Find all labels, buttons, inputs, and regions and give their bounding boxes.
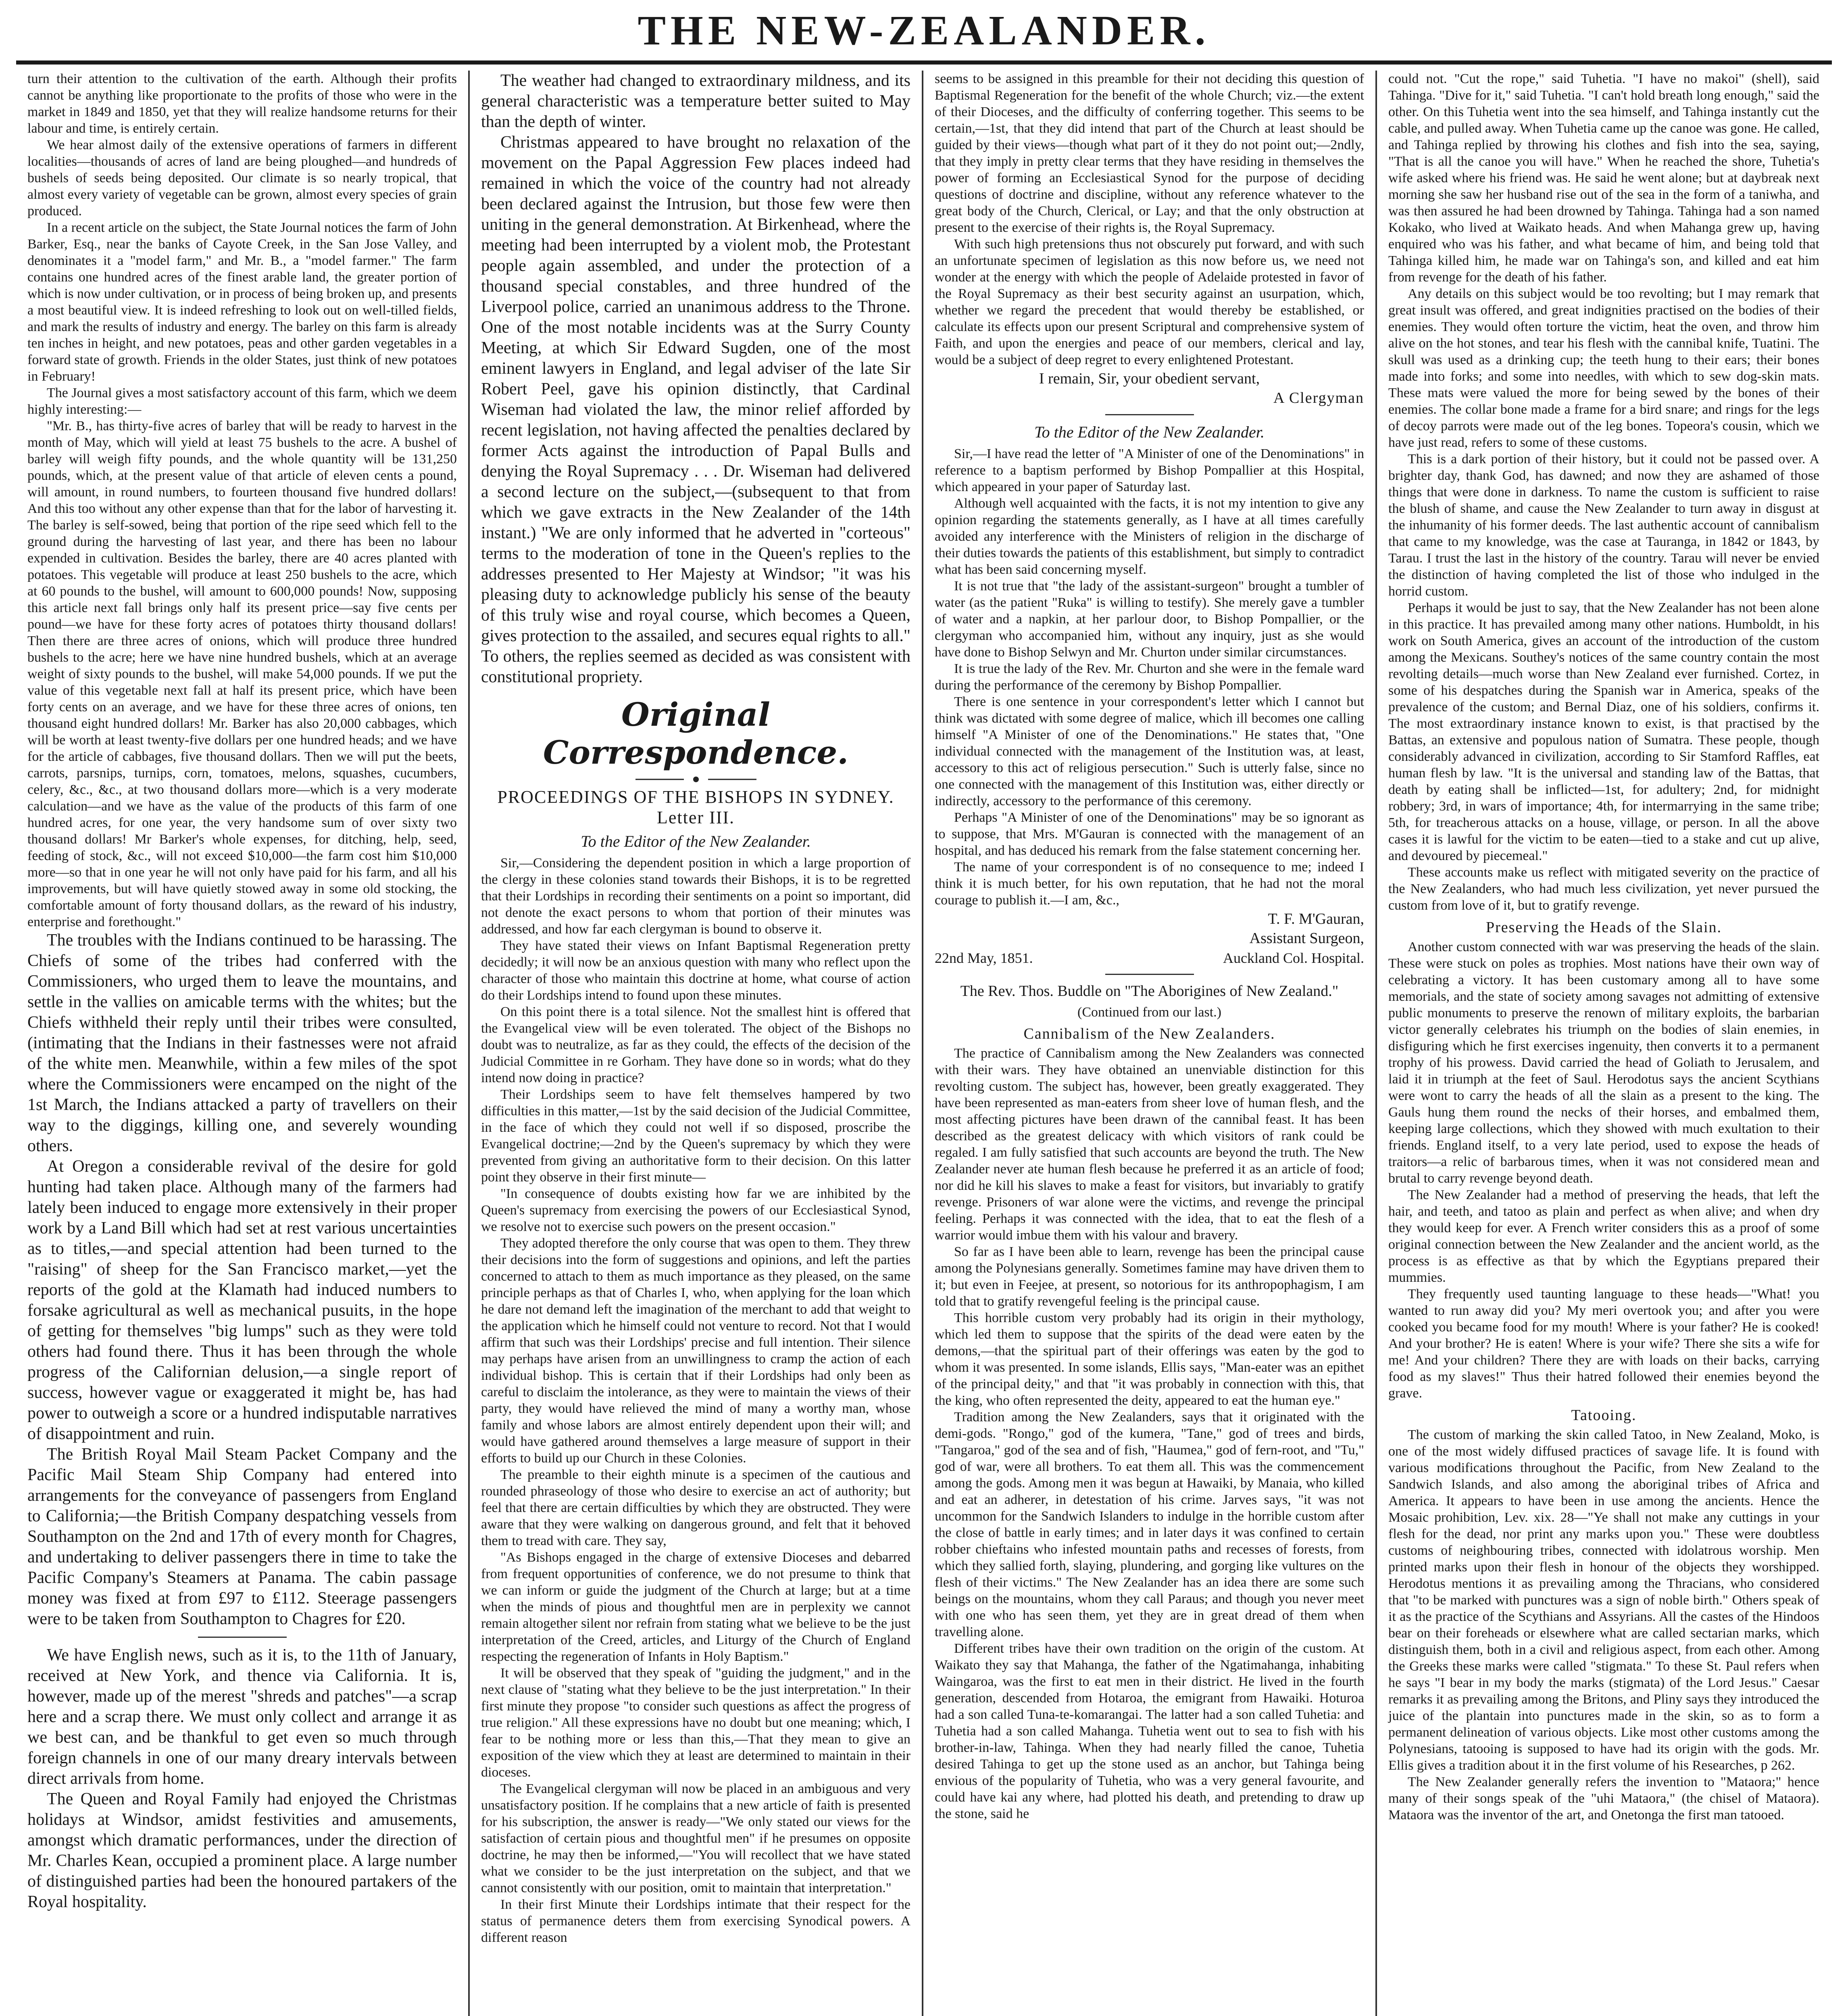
col1-paragraph: The British Royal Mail Steam Packet Company and the Pacific Mail Steam Ship Company had entered into arrangements for the conveyance of passengers from England to California;—the British Company despatching vessels from Southampton on the 2nd and 17th of every month for Chagres, and undertaking to deliver passengers there in time to take the Pacific Company's Steamers at Panama. The cabin passage money was fixed at from £97 to £112. Steerage passengers were to be taken from Southampton to Chagres for £20. xyxy=(27,1445,457,1628)
article-subheading: Cannibalism of the New Zealanders. xyxy=(1023,1025,1275,1042)
col1-paragraph: The troubles with the Indians continued to be harassing. The Chiefs of some of the tribes had conferred with the Commissioners, who urged them to leave the mountains, and settle in the vallies on amicable terms with the whites; but the Chiefs withheld their reply until their tribes were consulted, (intimating that the Indians in their fastnesses were not afraid of the white men. Meanwhile, within a few miles of the spot where the Commissioners were encamped on the night of the 1st March, the Indians attacked a party of travellers on their way to the diggings, killing one, and severely wounding others. xyxy=(27,931,457,1155)
article-title: The Rev. Thos. Buddle on "The Aborigines of New Zealand." xyxy=(960,983,1339,1000)
column-4 xyxy=(1377,71,1831,2016)
letter-paragraph: It is true the lady of the Rev. Mr. Churton and she were in the female ward during the performance of the ceremony by Bishop Pompallier. xyxy=(935,661,1364,693)
col3-paragraph: seems to be assigned in this preamble for their not deciding this question of Baptismal Regeneration for the benefit of the whole Church; viz.—the extent of their Dioceses, and the difficulty of conferring together. This seems to be certain,—1st, that they did intend that part of the Church at least should be guided by their views—though what part of it they do not point out;—2ndly, that they imply in pretty clear terms that they have residing in themselves the power of forming an Ecclesiastical Synod for the purpose of deciding questions of doctrine and discipline, without any reference whatever to the great body of the Church, Clerical, or Lay; and that the only obstruction at present to the exercise of their rights is, the Royal Supremacy. xyxy=(935,71,1364,235)
col2-paragraph: Christmas appeared to have brought no relaxation of the movement on the Papal Aggression Few places indeed had remained in which the voice of the country had not already been declared against the Intrusion, but those few were then uniting in the general demonstration. At Birkenhead, where the meeting had been interrupted by a violent mob, the Protestant people again assembled, and under the protection of a thousand special constables, and three hundred of the Liverpool police, carried an unanimous address to the Throne. One of the most notable incidents was at the Surry County Meeting, at which Sir Edward Sugden, one of the most eminent lawyers in England, and legal adviser of the late Sir Robert Peel, gave his opinion distinctly, that Cardinal Wiseman had violated the law, the minor relief afforded by recent legislation, not having affected the penalties declared by former Acts against the introduction of Papal Bulls and denying the Royal Supremacy . . . Dr. Wiseman had delivered a second lecture on the subject,—(subsequent to that from which we gave extracts in the New Zealander of the 14th instant.) "We are only informed that he adverted in "corteous" terms to the moderation of tone in the Queen's replies to the addresses presented to Her Majesty at Windsor; "it was his pleasing duty to acknowledge publicly his sense of the beauty of this truly wise and royal course, which becomes a Queen, gives protection to the assailed, and secures equal rights to all." To others, the replies seemed as decided as was consistent with constitutional propriety. xyxy=(481,133,910,686)
divider xyxy=(198,1637,287,1638)
col2-paragraph: The weather had changed to extraordinary mildness, and its general characteristic was a temperature better suited to May than the depth of winter. xyxy=(481,71,910,131)
col1-paragraph: turn their attention to the cultivation of the earth. Although their profits cannot be anything like proportionate to the profits of those who were in the market in 1849 and 1850, yet that they will realize handsome returns for their labour and time, is entirely certain. xyxy=(27,71,457,136)
divider xyxy=(1105,974,1194,975)
signature-title: Assistant Surgeon, xyxy=(1249,930,1364,947)
masthead-rule xyxy=(16,60,1832,65)
article-paragraph: This horrible custom very probably had its origin in their mythology, which led them to suppose that the spirits of the dead were eaten by the demons,—that the spiritual part of their offerings was eaten by the god to whom it was presented. In some islands, Ellis says, "Man-eater was an epithet of the principal deity," and that "it was probably in connection with this, that the king, who often represented the deity, appeared to eat the human eye." xyxy=(935,1310,1364,1408)
col1-paragraph: The Journal gives a most satisfactory account of this farm, which we deem highly interesting:— xyxy=(27,385,457,417)
col3-paragraph: With such high pretensions thus not obscurely put forward, and with such an unfortunate specimen of legislation as this now before us, we need not wonder at the energy with which the people of Adelaide protested in favor of the Royal Supremacy as their best security against an usurpation, which, whether we regard the precedent that would thereby be established, or calculate its effects upon our present Scriptural and comprehensive system of Faith, and upon the energies and peace of our members, clerical and lay, would be a subject of deep regret to every enlightened Protestant. xyxy=(935,237,1364,367)
col1-paragraph: The Queen and Royal Family had enjoyed the Christmas holidays at Windsor, amidst festivities and amusements, amongst which dramatic performances, under the direction of Mr. Charles Kean, occupied a prominent place. A large number of distinguished parties had been the honoured partakers of the Royal hospitality. xyxy=(27,1790,457,1911)
signature-name: T. F. M'Gauran, xyxy=(1268,910,1364,927)
letter-paragraph: Sir,—Considering the dependent position in which a large proportion of the clergy in these colonies stand towards their Bishops, it is to be regretted that their Lordships in recording their sentiments on a point so important, did not denote the exact persons to whom that portion of their minutes was addressed, and how far each clergyman is bound to observe it. xyxy=(481,856,910,937)
letter-address: To the Editor of the New Zealander. xyxy=(581,832,811,850)
letter-paragraph: Their Lordships seem to have felt themselves hampered by two difficulties in this matter,—1st by the said decision of the Judicial Committee, in the face of which they could not well if so disposed, proscribe the Evangelical doctrine;—2nd by the Queen's supremacy by which they were prevented from giving an authoritative form to their decision. On this latter point they observe in their first minute— xyxy=(481,1087,910,1185)
letter-paragraph: The name of your correspondent is of no consequence to me; indeed I think it is much better, for his own reputation, that he had not the moral courage to publish it.—I am, &c., xyxy=(935,860,1364,908)
letter-paragraph: Although well acquainted with the facts, it is not my intention to give any opinion regarding the statements generally, as I have at all times carefully avoided any interference with the Ministers of religion in the discharge of their duties towards the patients of this establishment, but simply to contradict what has been said concerning myself. xyxy=(935,496,1364,577)
masthead-title: THE NEW-ZEALANDER. xyxy=(638,7,1210,54)
col1-paragraph: At Oregon a considerable revival of the desire for gold hunting had taken place. Although many of the farmers had lately been induced to engage more extensively in their proper work by a Land Bill which had set at rest various uncertainties as to titles,—and special attention had been turned to the "raising" of sheep for the San Francisco market,—yet the reports of the gold at the Klamath had induced numbers to forsake agricultural as well as mechanical pusuits, in the hope of getting for themselves "big lumps" such as they were told others had found there. Thus it has been through the whole progress of the Californian delusion,—a single report of success, however vague or exaggerated it might be, has had power to outweigh a score or a hundred indisputable narratives of disappointment and ruin. xyxy=(27,1157,457,1443)
col1-quote: "Mr. B., has thirty-five acres of barley that will be ready to harvest in the month of May, which will yield at least 75 bushels to the acre. A bushel of barley will weigh fifty pounds, and the whole quantity will be 131,250 pounds, which, at the present value of that article of eleven cents a pound, will amount, in round numbers, to fourteen thousand five hundred dollars! And this too without any other expense than that for the labor of harvesting it. The barley is self-sowed, being that portion of the ripe seed which fell to the ground during the harvesting of last year, and there has been no labour expended in cultivation. Besides the barley, there are 40 acres planted with potatoes. This vegetable will produce at least 250 bushels to the acre, which at 60 pounds to the bushel, will amount to 600,000 pounds! Now, supposing this article next fall brings only half its present price—say five cents per pound—we have for these forty acres of potatoes thirty thousand dollars! Then there are three acres of onions, which will produce three hundred bushels to the acre; here we have nine hundred bushels, which at an average weight of sixty pounds to the bushel, will make 54,000 pounds. If we put the value of this vegetable next fall at half its present price, which have been forty cents on an average, and we have for these three acres of onions, ten thousand eight hundred dollars! Mr. Barker has also 20,000 cabbages, which will be worth at least twenty-five dollars per one hundred heads; and we have for the article of cabbages, five thousand dollars. Then we will put the beets, carrots, parsnips, turnips, corn, tomatoes, melons, squashes, cucumbers, celery, &c., &c., at two thousand dollars more—which is a very moderate calculation—and we have as the value of the products of this farm of one hundred acres, for one year, the very handsome sum of over sixty two thousand dollars! Mr Barker's whole expenses, for ditching, help, seed, feeding of stock, &c., will not exceed $10,000—the farm cost him $10,000 more—so that in one year he will not only have paid for his farm, and all his improvements, but will have quietly stowed away in some old stocking, the comfortable amount of forty thousand dollars, as the reward of his industry, enterprise and forethought." xyxy=(27,419,457,929)
signature-institution: Auckland Col. Hospital. xyxy=(1223,950,1364,966)
col4-paragraph: The New Zealander generally refers the invention to "Mataora;" hence many of their songs speak of the "uhi Mataora," (the chisel of Mataora). Mataora was the inventor of the art, and Onetonga the first man tatooed. xyxy=(1388,1774,1819,1822)
col4-paragraph: Another custom connected with war was preserving the heads of the slain. These were stuck on poles as trophies. Most nations have their own way of celebrating a victory. It has been customary among all to have some memorials, and the state of society among savages not admitting of extensive public monuments to preserve the renown of military exploits, the barbarian victor generally celebrates his triumph on the bodies of slain enemies, in disfiguring which he first exercises ingenuity, then converts it to a permanent trophy of his prowess. David carried the head of Goliath to Jerusalem, and laid it in triumph at the feet of Saul. Herodotus says the ancient Scythians were wont to carry the heads of all the slain as a present to the king. The Gauls hung them round the necks of their horses, and embalmed them, keeping large collections, which they showed with much exultation to their friends. England itself, to a very late period, used to expose the heads of traitors—a relic of barbarous times, when it was not considered mean and brutal to carry revenge beyond death. xyxy=(1388,939,1819,1186)
subheading: Tatooing. xyxy=(1571,1407,1637,1424)
col4-paragraph: Any details on this subject would be too revolting; but I may remark that great insult was offered, and great indignities practised on the bodies of their enemies. They would often torture the victim, heat the oven, and throw him alive on the hot stones, and tear his flesh with the cannibal knife, Tuatini. The skull was used as a drinking cup; the teeth hung to their ears; their bones made into forks; and some into needles, with which to sew dog-skin mats. These mats were valued the more for being sewed by the bones of their enemies. The collar bone made a frame for a bird snare; and rings for the legs of decoy parrots were made out of the leg bones. Topeora's cousin, which we have just read, refers to some of these customs. xyxy=(1388,286,1819,450)
letter-paragraph: It is not true that "the lady of the assistant-surgeon" brought a tumbler of water (as the patient "Ruka" is willing to testify). She merely gave a tumbler of water and a napkin, at her parlour door, to Bishop Pompallier, or the clergyman who accompanied him, without any inquiry, just as she would have done to Bishop Selwyn and Mr. Churton under similar circumstances. xyxy=(935,579,1364,660)
ornament-divider xyxy=(635,775,756,783)
signature-date: 22nd May, 1851. xyxy=(935,950,1033,966)
letter-paragraph: The Evangelical clergyman will now be placed in an ambiguous and very unsatisfactory position. If he complains that a new article of faith is presented for his subscription, the answer is ready—"We only stated our views for the satisfaction of certain pious and thoughtful men" if he presumes on opposite doctrine, he may then be informed,—"You will recollect that we have stated what we consider to be the just interpretation on the subject, and that we cannot consistently with our position, omit to maintain that interpretation." xyxy=(481,1781,910,1895)
letter-paragraph: In their first Minute their Lordships intimate that their respect for the status of permanence deters them from exercising Synodical powers. A different reason xyxy=(481,1897,910,1945)
sign-off-line: I remain, Sir, your obedient servant, xyxy=(1039,370,1260,387)
letter-address: To the Editor of the New Zealander. xyxy=(1034,423,1265,441)
col1-paragraph: We hear almost daily of the extensive operations of farmers in different localities—thousands of acres of land are being ploughed—and hundreds of bushels of seeds being deposited. Our climate is so nearly tropical, that almost every variety of vegetable can be grown, almost every species of grain produced. xyxy=(27,137,457,219)
sign-off-name: A Clergyman xyxy=(1273,389,1364,406)
letter-paragraph: "In consequence of doubts existing how far we are inhibited by the Queen's supremacy from exercising the powers of our Ecclesiastical Synod, we resolve not to exercise such powers on the present occasion." xyxy=(481,1186,910,1234)
section-heading: Original Correspondence. xyxy=(543,696,849,771)
column-2 xyxy=(470,71,923,2016)
letter-paragraph: They adopted therefore the only course that was open to them. They threw their decisions into the form of suggestions and opinions, and left the parties concerned to attach to them as much importance as they pleased, on the same principle perhaps as that of Charles I, who, when applying for the loan which he dare not demand left the imagination of the merchant to add that weight to the application which he himself could not venture to record. Not that I would affirm that such was their Lordships' precise and full intention. Their silence may perhaps have arisen from an unwillingness to cramp the action of each individual bishop. This is certain that if their Lordships had only been as careful to disclaim the intolerance, as they were to maintain the views of their party, they would have relieved the mind of many a worthy man, whose family and whose labors are almost entirely dependent upon their will; and would have gathered around themselves a large measure of support in their efforts to build up our Church in these Colonies. xyxy=(481,1236,910,1466)
col4-paragraph: They frequently used taunting language to these heads—"What! you wanted to run away did you? My meri overtook you; and after you were cooked you became food for my mouth! Where is your father? He is cooked! And your brother? He is eaten! Where is your wife? There she sits a wife for me! And your children? There they are with loads on their backs, carrying food as my slaves!" Thus their hatred followed their enemies beyond the grave. xyxy=(1388,1287,1819,1401)
col4-paragraph: These accounts make us reflect with mitigated severity on the practice of the New Zealanders, who had much less civilization, yet never pursued the custom from love of it, but to gratify revenge. xyxy=(1388,865,1819,913)
subheading: Preserving the Heads of the Slain. xyxy=(1485,919,1722,936)
col4-paragraph: The New Zealander had a method of preserving the heads, that left the hair, and teeth, and tatoo as plain and perfect as when alive; and when dry they would keep for ever. A French writer considers this as a proof of some original connection between the New Zealander and the ancient world, as the process is as effective as that by which the Egyptians prepared their mummies. xyxy=(1388,1187,1819,1285)
masthead xyxy=(0,0,1848,60)
col4-paragraph: Perhaps it would be just to say, that the New Zealander has not been alone in this practice. It has prevailed among many other nations. Humboldt, in his work on South America, gives an account of the introduction of the custom among the Mexicans. Southey's notices of the same country contain the most revolting details—much worse than New Zealand ever furnished. Cortez, in some of his despatches during the Spanish war in America, speaks of the prevalence of the custom; and Bernal Diaz, one of his soldiers, confirms it. The most extraordinary instance known to exist, is that practised by the Battas, an extensive and populous nation of Sumatra. These people, though considerably advanced in civilization, according to Sir Stamford Raffles, eat human flesh by law. "It is the universal and standing law of the Battas, that death by eating shall be inflicted—1st, for adultery; 2nd, for midnight robbery; 3rd, in wars of importance; 4th, for intermarrying in the same tribe; 5th, for treacherous attacks on a house, village, or person. In all the above cases it is lawful for the victim to be eaten—tied to a stake and cut up alive, and devoured by piecemeal." xyxy=(1388,600,1819,863)
newspaper-columns xyxy=(16,71,1832,2016)
letter-paragraph: They have stated their views on Infant Baptismal Regeneration pretty decidedly; it will now be an anxious question with many who reflect upon the character of those who maintain this doctrine at home, what course of action do their Lordships intend to found upon these minutes. xyxy=(481,938,910,1003)
article-continued: (Continued from our last.) xyxy=(1077,1005,1221,1020)
column-3 xyxy=(923,71,1377,2016)
letter-title: PROCEEDINGS OF THE BISHOPS IN SYDNEY. Letter III. xyxy=(497,787,894,827)
letter-paragraph: There is one sentence in your correspondent's letter which I cannot but think was dictated with some degree of malice, which ill becomes one calling himself "A Minister of one of the Denominations." He states that, "One individual connected with the management of the Institution was, at least, accessory to this act of religious persecution." Such is utterly false, since no one connected with the management of this Institution was, either directly or indirectly, accessory to the performance of this ceremony. xyxy=(935,694,1364,808)
article-paragraph: Different tribes have their own tradition on the origin of the custom. At Waikato they say that Mahanga, the father of the Ngatimahanga, inhabiting Waingaroa, was the first to eat men in their district. He lived in the fourth generation, descended from Hotaroa, the emigrant from Hawaiki. Hoturoa had a son called Tuna-te-komarangai. The latter had a son called Tuhetia: and Tuhetia had a son called Mahanga. Tuhetia went out to sea to fish with his brother-in-law, Tahinga. When they had nearly filled the canoe, Tuhetia desired Tahinga to get up the stone used as an anchor, but Tahinga being envious of the popularity of Tuhetia, who was a very general favourite, and could have kai any where, had plotted his death, and pretending to draw up the stone, said he xyxy=(935,1641,1364,1821)
letter-paragraph: The preamble to their eighth minute is a specimen of the cautious and rounded phraseology of those who desire to exercise an act of authority; but feel that there are certain difficulties by which they are obstructed. They were aware that they were walking on dangerous ground, and felt that it behoved them to tread with care. They say, xyxy=(481,1467,910,1548)
col4-paragraph: This is a dark portion of their history, but it could not be passed over. A brighter day, thank God, has dawned; and now they are ashamed of those things that were done in darkness. To name the custom is sufficient to raise the blush of shame, and cause the New Zealander to turn away in disgust at the inhumanity of his former deeds. The last authentic account of cannibalism that came to my knowledge, was the case at Tauranga, in 1842 or 1843, by Tarau. I trust the last in the history of the country. Tarau will never be envied the distinction of having completed the list of those who indulged in the horrid custom. xyxy=(1388,452,1819,599)
column-1 xyxy=(16,71,470,2016)
col1-paragraph: In a recent article on the subject, the State Journal notices the farm of John Barker, Esq., near the banks of Cayote Creek, in the San Jose Valley, and denominates it a "model farm," and Mr. B., a "model farmer." The farm contains one hundred acres of the finest arable land, the greater portion of which is now under cultivation, or in process of being broken up, and presents a most beautiful view. It is indeed refreshing to look out on well-tilled fields, and mark the results of industry and energy. The barley on this farm is already ten inches in height, and new potatoes, peas and other garden vegetables in a forward state of growth. Friends in the older States, just think of new potatoes in February! xyxy=(27,220,457,384)
letter-paragraph: Perhaps "A Minister of one of the Denominations" may be so ignorant as to suppose, that Mrs. M'Gauran is connected with the management of an hospital, and has deduced his remark from the false statement concerning her. xyxy=(935,810,1364,858)
letter-paragraph: It will be observed that they speak of "guiding the judgment," and in the next clause of "stating what they believe to be the just interpretation." In their first minute they propose "to consider such questions as affect the progress of true religion." All these expressions have no doubt but one meaning; which, I fear to be nothing more or less than this,—That they mean to give an exposition of the view which they at least are determined to maintain in their dioceses. xyxy=(481,1666,910,1780)
article-paragraph: The practice of Cannibalism among the New Zealanders was connected with their wars. They have obtained an unenviable distinction for this revolting custom. The subject has, however, been greatly exaggerated. They have been represented as man-eaters from sheer love of human flesh, and the most affecting pictures have been drawn of the cannibal feast. It has been described as the greatest delicacy with which visitors of rank could be regaled. I am fully satisfied that such accounts are beyond the truth. The New Zealander never ate human flesh because he preferred it as an article of food; nor did he kill his slaves to make a feast for visitors, but invariably to gratify revenge. Prisoners of war alone were the victims, and revenge the principal feeling. Perhaps it was connected with the idea, that to eat the flesh of a warrior would imbue them with his valour and bravery. xyxy=(935,1046,1364,1243)
letter-paragraph: Sir,—I have read the letter of "A Minister of one of the Denominations" in reference to a baptism performed by Bishop Pompallier at this Hospital, which appeared in your paper of Saturday last. xyxy=(935,446,1364,494)
col4-paragraph: The custom of marking the skin called Tatoo, in New Zealand, Moko, is one of the most widely diffused practices of savage life. It is found with various modifications throughout the Pacific, from New Zealand to the Sandwich Islands, and also among the aboriginal tribes of Africa and America. It appears to have been in use among the ancients. Hence the Mosaic prohibition, Lev. xix. 28—"Ye shall not make any cuttings in your flesh for the dead, nor print any marks upon you." These were doubtless customs of neighbouring tribes, connected with idolatrous worship. Men printed marks upon their flesh in honour of the objects they worshipped. Herodotus mentions it as prevailing among the Thracians, who considered that "to be marked with punctures was a sign of noble birth." Others speak of it as the practice of the Scythians and Assyrians. All the castes of the Hindoos bear on their foreheads or elsewhere what are called sectarian marks, which distinguish them, both in a civil and religious aspect, from each other. Among the Greeks these marks were called "stigmata." To these St. Paul refers when he says "I bear in my body the marks (stigmata) of the Lord Jesus." Caesar remarks it as prevailing among the Britons, and Pliny says they introduced the juice of the plantain into punctures made in the skin, so as to form a permanent delineation of various objects. Like most other customs among the Polynesians, tatooing is supposed to have had its origin with the gods. Mr. Ellis gives a tradition about it in the first volume of his Researches, p 262. xyxy=(1388,1427,1819,1773)
col4-paragraph: could not. "Cut the rope," said Tuhetia. "I have no makoi" (shell), said Tahinga. "Dive for it," said Tuhetia. "I can't hold breath long enough," said the other. On this Tuhetia went into the sea himself, and Tahinga instantly cut the cable, and pulled away. When Tuhetia came up the canoe was gone. He called, and Tahinga replied by throwing his clothes and fish into the sea, saying, "That is all the canoe you will have." When he reached the shore, Tuhetia's wife asked where his friend was. He said he went alone; but at daybreak next morning she saw her husband rise out of the sea in the form of a taniwha, and was then assured he had been drowned by Tahinga. Tahinga had a son named Kokako, who lived at Waikato heads. And when Mahanga grew up, having enquired who was his father, and what became of him, and being told that Tahinga killed him, he made war on Tahinga's son, and killed and eat him from revenge for the death of his father. xyxy=(1388,71,1819,285)
col1-paragraph: We have English news, such as it is, to the 11th of January, received at New York, and thence via California. It is, however, made up of the merest "shreds and patches"—a scrap here and a scrap there. We must only collect and arrange it as we best can, and be thankful to get even so much through foreign channels in one of our many dreary intervals between direct arrivals from home. xyxy=(27,1646,457,1788)
letter-paragraph: On this point there is a total silence. Not the smallest hint is offered that the Evangelical view will be even tolerated. The object of the Bishops no doubt was to neutralize, as far as they could, the effects of the decision of the Judicial Committee in re Gorham. They have done so in words; what do they intend now doing in practice? xyxy=(481,1004,910,1085)
article-paragraph: Tradition among the New Zealanders, says that it originated with the demi-gods. "Rongo," god of the kumera, "Tane," god of trees and birds, "Tangaroa," god of the sea and of fish, "Haumea," god of fern-root, and "Tu," god of war, were all brothers. To eat them all. This was the commencement among the gods. Among men it was begun at Hawaiki, by Manaia, who killed and eat an adherer, in detestation of his crime. Jarves says, "it was not uncommon for the Sandwich Islanders to indulge in the horrible custom after the close of battle in early times; and in later days it was confined to certain robber chieftains who infested mountain paths and recesses of forests, from which they sallied forth, slaying, plundering, and gorging like vultures on the flesh of their victims." The New Zealander has an idea there are some such beings on the mountains, whom they call Paraus; and though you never meet with one who has seen them, yet they are in great dread of them when travelling alone. xyxy=(935,1410,1364,1639)
letter-paragraph: "As Bishops engaged in the charge of extensive Dioceses and debarred from frequent opportunities of conference, we do not presume to think that we can inform or guide the judgment of the Church at large; but at a time when the minds of pious and thoughtful men are in perplexity we cannot remain altogether silent nor refrain from stating what we believe to be the just interpretation of the Creed, articles, and Liturgy of the Church of England respecting the regeneration of Infants in Holy Baptism." xyxy=(481,1550,910,1664)
signature-block xyxy=(935,950,1364,966)
divider xyxy=(1105,414,1194,415)
article-paragraph: So far as I have been able to learn, revenge has been the principal cause among the Polynesians generally. Sometimes famine may have driven them to it; but even in Feejee, at present, so notorious for its anthropophagism, I am told that to gratify revengeful feeling is the principal cause. xyxy=(935,1244,1364,1309)
